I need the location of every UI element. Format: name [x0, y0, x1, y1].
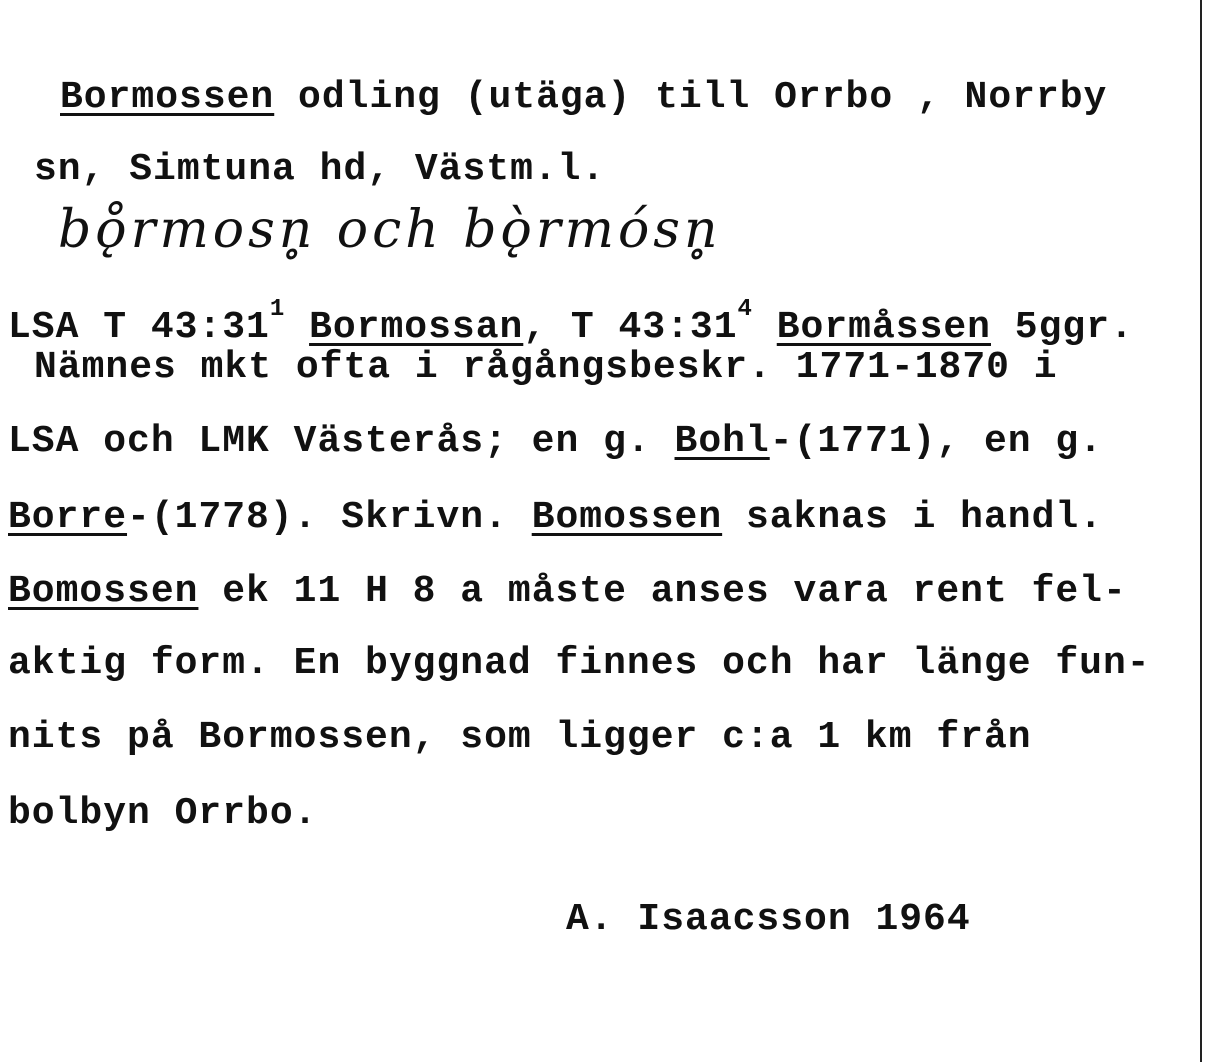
text-line-11: bolbyn Orrbo. — [8, 792, 318, 835]
text-line-8: Bomossen ek 11 H 8 a måste anses vara rent fel- — [8, 570, 1127, 613]
text-line-2: sn, Simtuna hd, Västm.l. — [34, 148, 606, 191]
card-edge-line — [1200, 0, 1202, 1062]
text-line-6: LSA och LMK Västerås; en g. Bohl-(1771), en g. — [8, 420, 1103, 463]
text-line-5: Nämnes mkt ofta i rågångsbeskr. 1771-1870 i — [34, 346, 1058, 389]
form-bohl: Bohl — [674, 420, 770, 463]
handwritten-pronunciation: bǫ̊rmosn̥ och bǫ̀rmósn̥ — [58, 200, 722, 260]
text-line-9: aktig form. En byggnad finnes och har länge fun- — [8, 642, 1151, 685]
form-bomossen-2: Bomossen — [8, 570, 199, 613]
form-bomossen: Bomossen — [531, 496, 723, 539]
text-line-7: Borre-(1778). Skrivn. Bomossen saknas i handl. — [8, 496, 1103, 539]
text-line-10: nits på Bormossen, som ligger c:a 1 km från — [8, 716, 1032, 759]
text-line-1: Bormossen odling (utäga) till Orrbo , Norrby — [60, 76, 1108, 119]
form-bormossan: Bormossan — [309, 306, 524, 349]
form-borre: Borre — [8, 496, 128, 539]
text-line-4: LSA T $43:31^1$ Bormossan, T $43:31^4$ Bormåssen 5ggr. — [8, 296, 1134, 349]
headword: Bormossen — [60, 76, 275, 119]
form-bormassen: Bormåssen — [776, 306, 991, 349]
signature: A. Isaacsson 1964 — [566, 898, 971, 941]
